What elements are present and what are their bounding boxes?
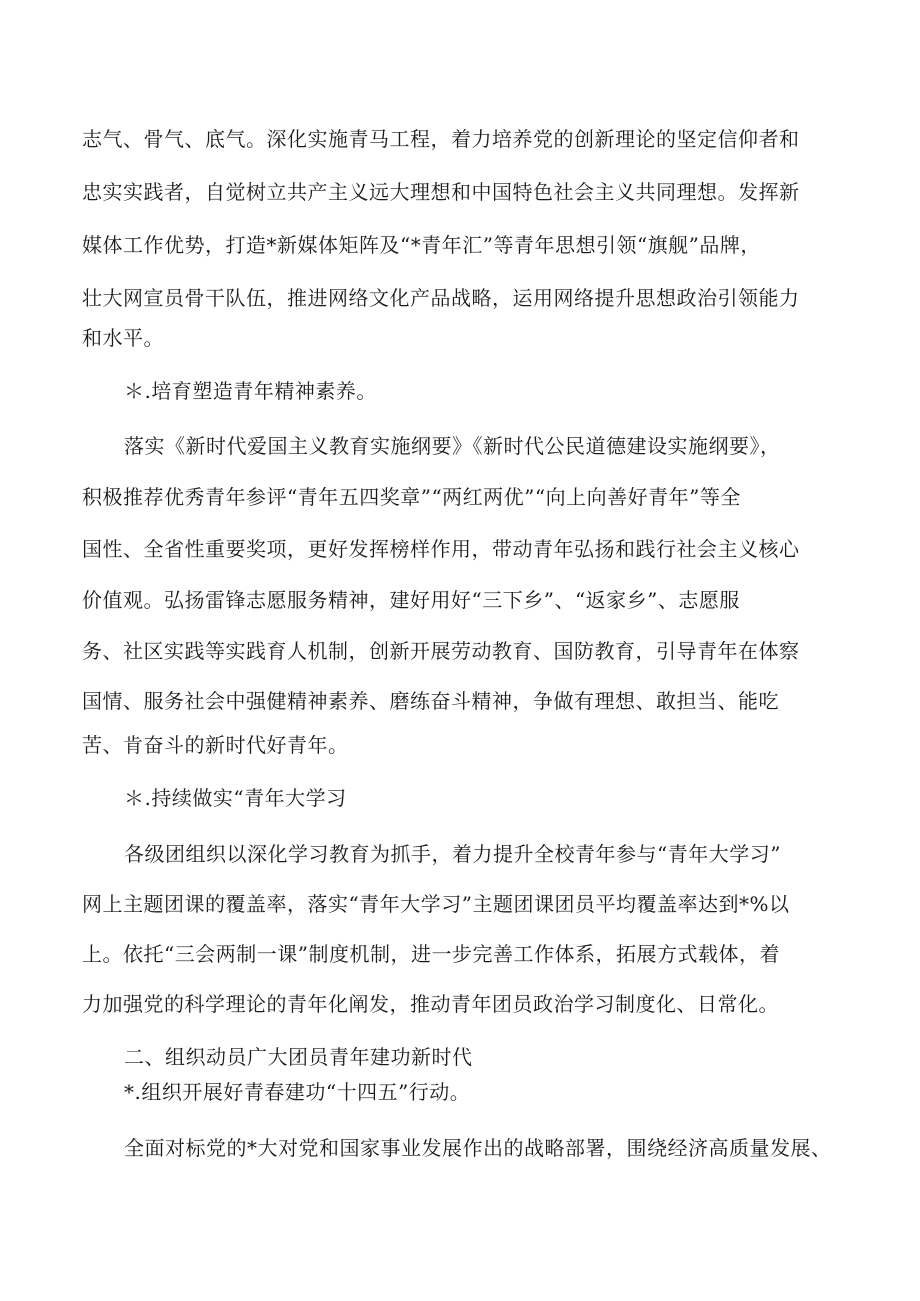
paragraph-line: 苦、肯奋斗的新时代好青年。 [82, 733, 349, 757]
paragraph-line: 力加强党的科学理论的青年化阐发，推动青年团员政治学习制度化、日常化。 [82, 992, 779, 1016]
paragraph-line: 上。依托“三会两制一课”制度机制，进一步完善工作体系，拓展方式载体，着 [82, 942, 780, 966]
paragraph-line: 网上主题团课的覆盖率，落实“青年大学习”主题团课团员平均覆盖率达到*%以 [82, 892, 790, 916]
paragraph-line: 和水平。 [82, 326, 164, 350]
paragraph-line: 务、社区实践等实践育人机制，创新开展劳动教育、国防教育，引导青年在体察 [82, 639, 800, 663]
paragraph-line: 全面对标党的*大对党和国家事业发展作出的战略部署，围绕经济高质量发展、 [124, 1136, 832, 1160]
paragraph-line: 国情、服务社会中强健精神素养、磨练奋斗精神，争做有理想、敢担当、能吃 [82, 689, 779, 713]
paragraph-line: 壮大网宣员骨干队伍，推进网络文化产品战略，运用网络提升思想政治引领能力 [82, 286, 800, 310]
chapter-heading: 二、组织动员广大团员青年建功新时代 [124, 1045, 473, 1069]
paragraph-line: 国性、全省性重要奖项，更好发挥榜样作用，带动青年弘扬和践行社会主义核心 [82, 537, 800, 561]
paragraph-line: 志气、骨气、底气。深化实施青马工程，着力培养党的创新理论的坚定信仰者和 [82, 127, 800, 151]
section-heading: ＊.培育塑造青年精神素养。 [124, 379, 377, 403]
section-heading: *.组织开展好青春建功“十四五”行动。 [124, 1080, 471, 1104]
paragraph-line: 各级团组织以深化学习教育为抓手，着力提升全校青年参与“青年大学习” [124, 842, 781, 866]
section-heading: ＊.持续做实“青年大学习 [124, 786, 347, 810]
paragraph-line: 媒体工作优势，打造*新媒体矩阵及“*青年汇”等青年思想引领“旗舰”品牌， [82, 233, 761, 257]
paragraph-line: 落实《新时代爱国主义教育实施纲要》《新时代公民道德建设实施纲要》， [124, 434, 781, 458]
paragraph-line: 价值观。弘扬雷锋志愿服务精神，建好用好“三下乡”、“返家乡”、志愿服 [82, 588, 740, 612]
paragraph-line: 积极推荐优秀青年参评“青年五四奖章”“两红两优”“向上向善好青年”等全 [82, 485, 741, 509]
paragraph-line: 忠实实践者，自觉树立共产主义远大理想和中国特色社会主义共同理想。发挥新 [82, 180, 800, 204]
